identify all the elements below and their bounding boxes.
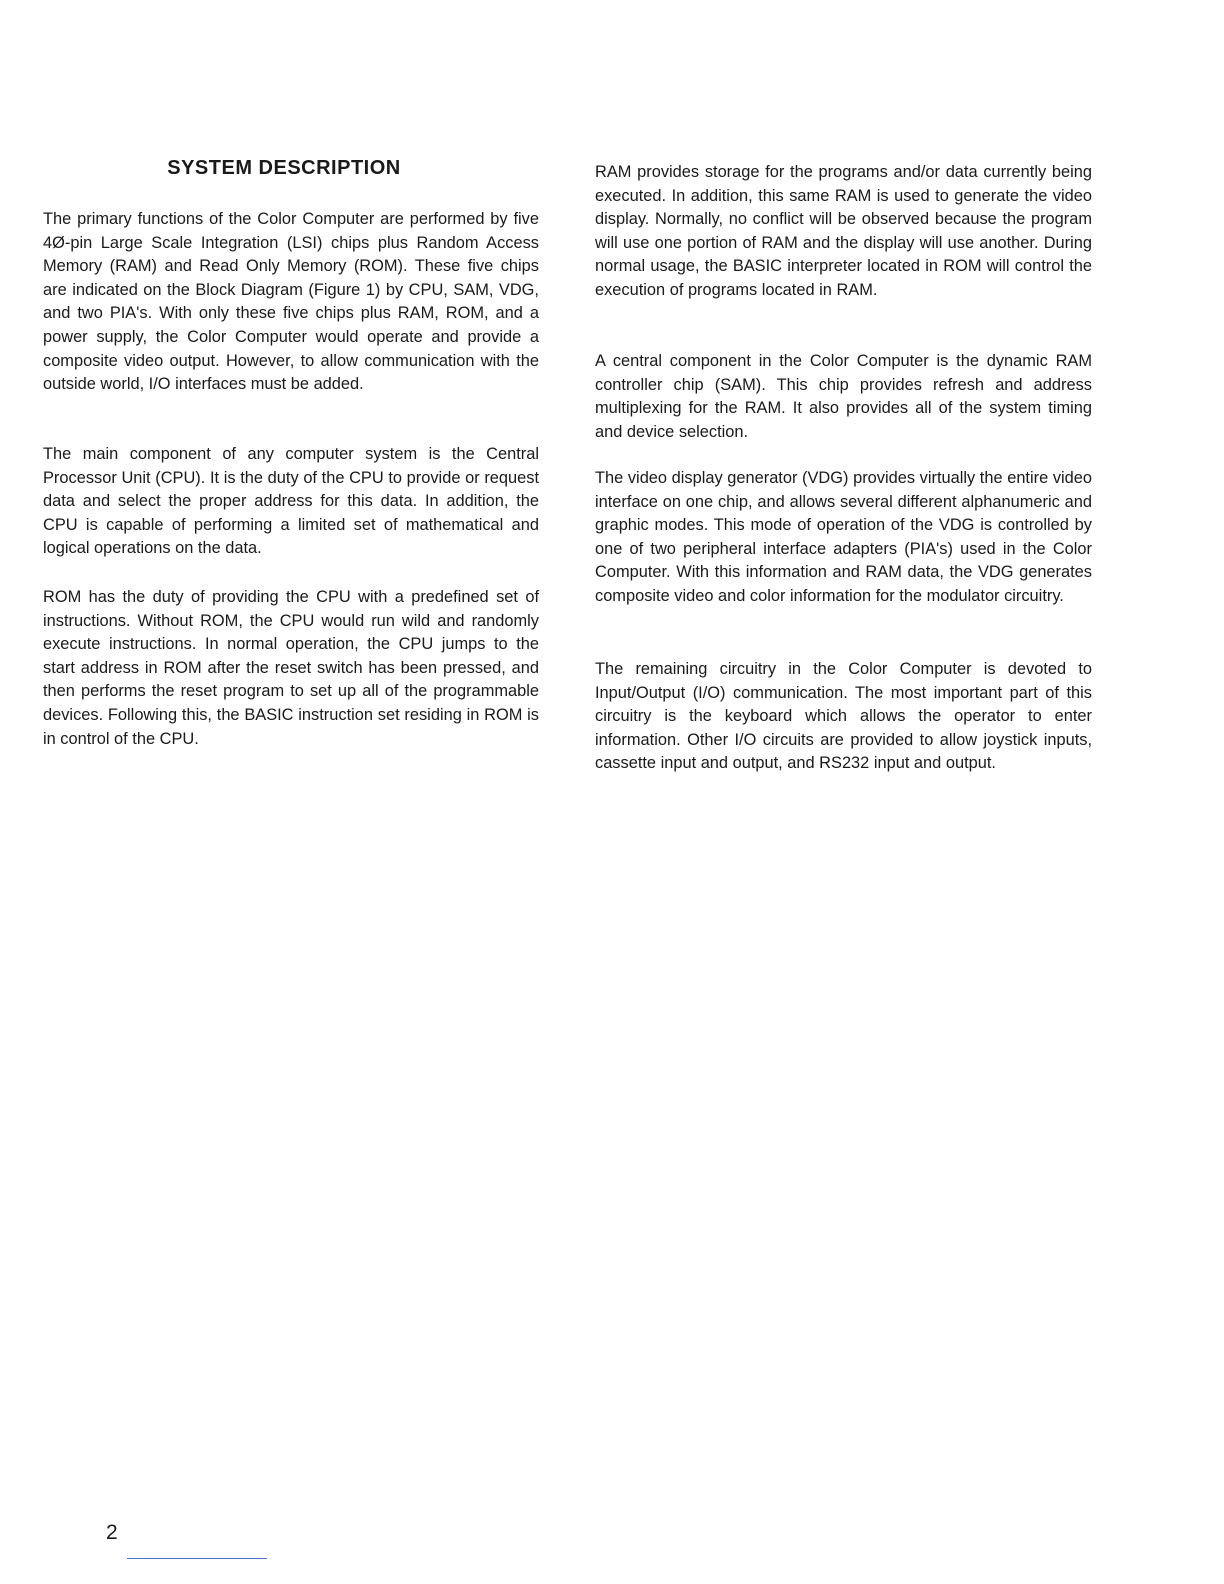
paragraph-ram: RAM provides storage for the programs and/or data currently being executed. In addition, this same RAM is used to generate the video display. Normally, no conflict will be observed because the program will use one portion of RAM and the display will use another. During normal usage, the BASIC interpreter located in ROM will control the execution of programs located in RAM. — [595, 163, 1092, 299]
page-number: 2 — [106, 1521, 118, 1544]
paragraph-sam: A central component in the Color Computer is the dynamic RAM controller chip (SAM). This chip provides refresh and address multiplexing for the RAM. It also provides all of the system timing and device selection. — [595, 352, 1092, 441]
footer-rule — [127, 1558, 267, 1559]
section-heading: SYSTEM DESCRIPTION — [167, 157, 401, 179]
paragraph-io: The remaining circuitry in the Color Computer is devoted to Input/Output (I/O) communication. The most important part of this circuitry is the keyboard which allows the operator to enter information. Other I/O circuits are provided to allow joystick inputs, cassette input and output, and RS232 input and output. — [595, 660, 1092, 773]
paragraph-vdg: The video display generator (VDG) provides virtually the entire video interface on one chip, and allows several different alphanumeric and graphic modes. This mode of operation of the VDG is controlled by one of two peripheral interface adapters (PIA's) used in the Color Computer. With this information and RAM data, the VDG generates composite video and color information for the modulator circuitry. — [595, 469, 1092, 605]
paragraph-cpu: The main component of any computer system is the Central Processor Unit (CPU). It is the duty of the CPU to provide or request data and select the proper address for this data. In addition, the CPU is capable of performing a limited set of mathematical and logical operations on the data. — [43, 445, 539, 558]
paragraph-lsi-chips: The primary functions of the Color Computer are performed by five 4Ø-pin Large Scale Integration (LSI) chips plus Random Access Memory (RAM) and Read Only Memory (ROM). These five chips are indicated on the Block Diagram (Figure 1) by CPU, SAM, VDG, and two PIA's. With only these five chips plus RAM, ROM, and a power supply, the Color Computer would operate and provide a composite video output. However, to allow communication with the outside world, I/O interfaces must be added. — [43, 210, 539, 394]
paragraph-rom: ROM has the duty of providing the CPU with a predefined set of instructions. Without ROM, the CPU would run wild and randomly execute instructions. In normal operation, the CPU jumps to the start address in ROM after the reset switch has been pressed, and then performs the reset program to set up all of the programmable devices. Following this, the BASIC instruction set residing in ROM is in control of the CPU. — [43, 588, 539, 748]
